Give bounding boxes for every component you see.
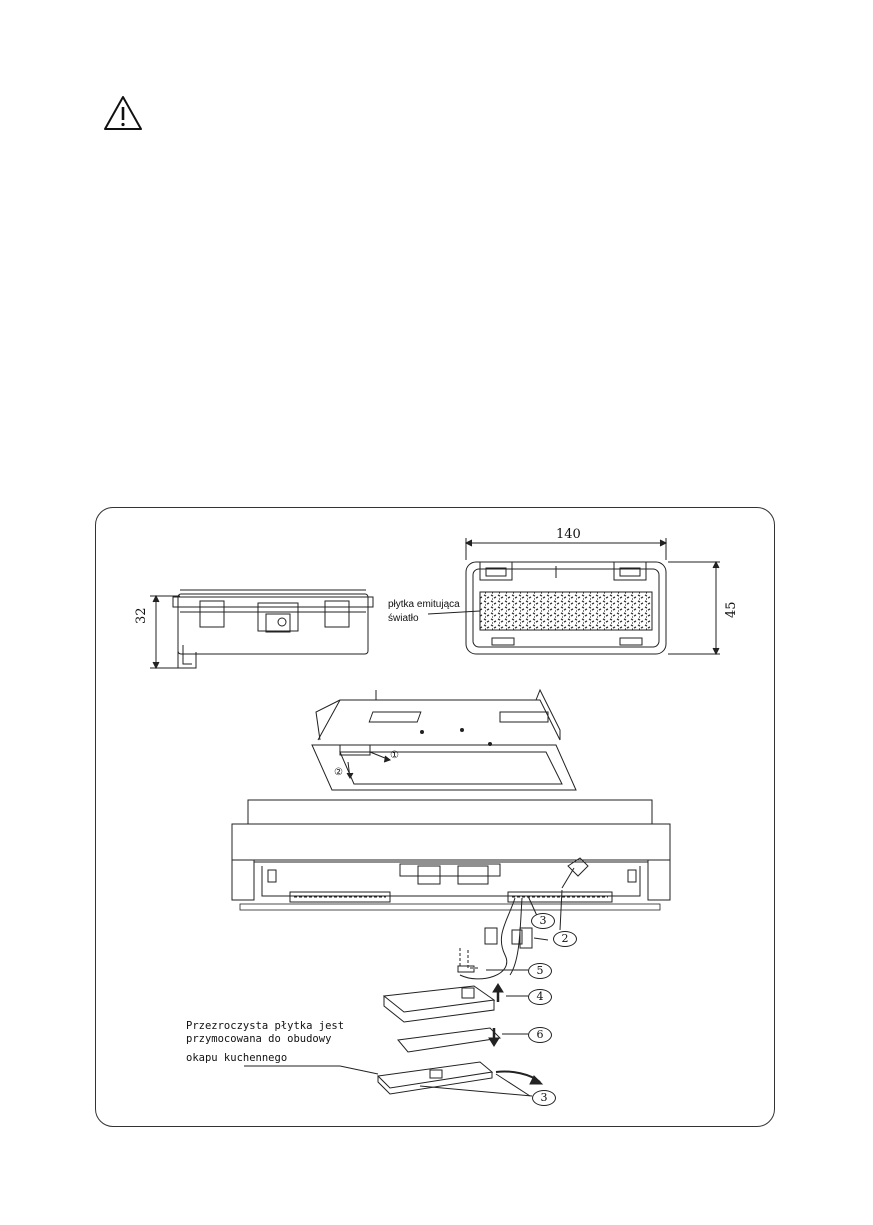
hood-underside-drawing <box>312 690 576 790</box>
side-view-drawing <box>150 590 373 668</box>
dimension-45: 45 <box>724 601 739 618</box>
step-2-marker: ② <box>334 767 343 778</box>
hood-front-drawing <box>232 800 670 1096</box>
transparent-plate-text-line2: przymocowana do obudowy <box>186 1033 332 1045</box>
step-1-marker: ① <box>390 750 399 761</box>
callout-3-upper: 3 <box>531 913 555 929</box>
callout-4: 4 <box>528 989 552 1005</box>
callout-2: 2 <box>553 931 577 947</box>
transparent-plate-text-line3: okapu kuchennego <box>186 1052 288 1064</box>
dimension-140: 140 <box>556 527 581 542</box>
callout-5: 5 <box>528 963 552 979</box>
dimension-32: 32 <box>134 607 149 624</box>
callout-6: 6 <box>528 1027 552 1043</box>
transparent-plate-text-line1: Przezroczysta płytka jest <box>186 1020 345 1032</box>
top-view-drawing <box>428 538 720 654</box>
light-plate-label-line1: płytka emitująca <box>388 599 460 610</box>
callout-3-lower: 3 <box>532 1090 556 1106</box>
light-plate-label-line2: światło <box>388 613 419 624</box>
